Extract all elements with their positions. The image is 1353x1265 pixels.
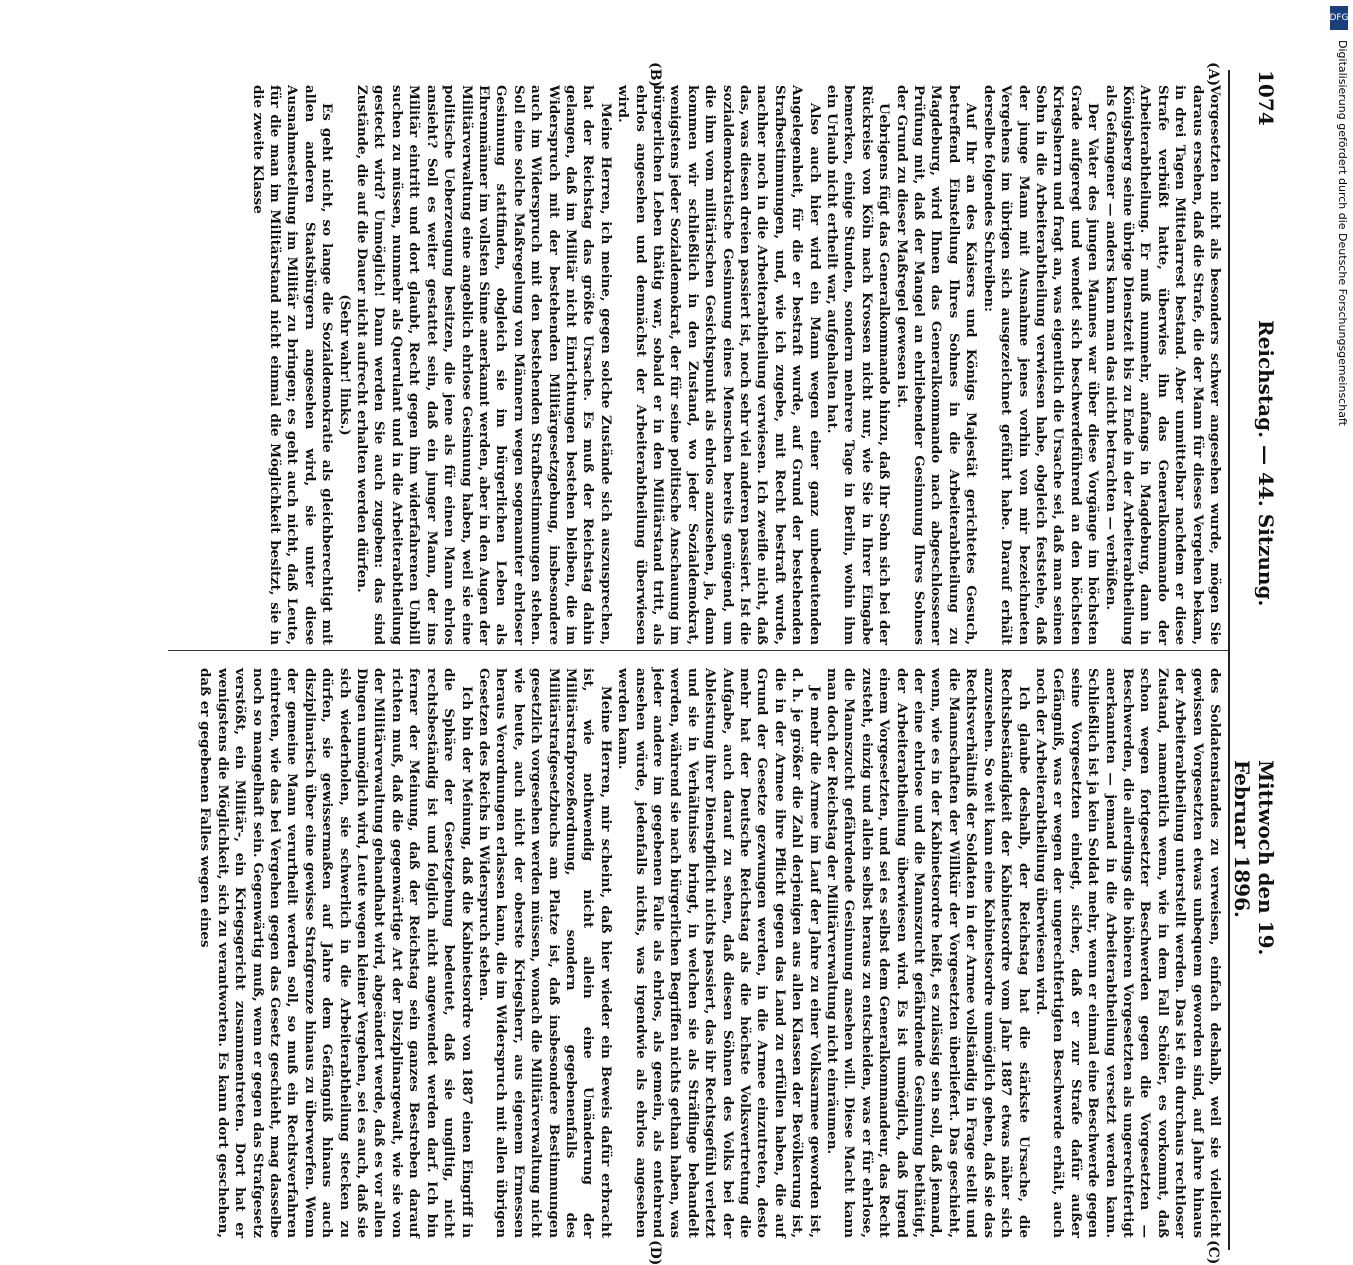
session-date: Mittwoch den 19. Februar 1896. bbox=[1230, 760, 1278, 956]
paragraph: Uebrigens fügt das Generalkommando hinzu, daß Ihr Sohn sich bei der Rückreise von Köln nach Krossen nicht nur, wie Sie in Ihrer Eingabe bemerken, einige Stunden, sondern mehrere Tage in Berlin, wohin ihm ein Urlaub nicht ertheilt war, aufgehalten hat. bbox=[824, 85, 893, 645]
paragraph: des Soldatenstandes zu verweisen, einfach deshalb, weil sie vielleicht gewissen Vorgesetzten etwas unbequem geworden sind, auf Jahre hinaus der Arbeiterabtheilung unterstellt werden. Das ist ein durchaus rechtloser Zustand, namentlich wenn, wie in dem Fall Schöler, es vorkommt, daß schon wegen fortgesetzter Beschwerden gegen die Vorgesetzten — Beschwerden, die allerdings die höheren Vorgesetzten als ungerechtfertigt anerkannten — jemand in die Arbeiterabtheilung versetzt werden kann. Schließlich ist ja kein Soldat mehr, wenn er einmal eine Beschwerde gegen seine Vorgesetzten einlegt, sicher, daß er zur Strafe dafür außer Gefängniß, was er wegen der ungerechtfertigten Beschwerde erhält, auch noch der Arbeiterabtheilung überwiesen wird. bbox=[1032, 668, 1223, 1238]
page-number: 1074 bbox=[1254, 70, 1278, 126]
paragraph: Ich bin der Meinung, daß die Kabinetsordre von 1887 einen Eingriff in die Sphäre der Gesetzgebung bedeutet, daß sie ungiltig, nicht rechtsbeständig ist und folglich nicht angewendet werden darf. Ich bin ferner der Meinung, daß der Reichstag sein ganzes Bestreben darauf richten muß, daß die gegenwärtige Art der Disziplinargewalt, wie sie von der Militärverwaltung gehandhabt wird, abgeändert werde, daß es vor allen Dingen unmöglich wird, Leute wegen kleiner Vergehen, sei es auch, daß sie sich wiederholen, sie schwerlich in die Arbeiterabtheilung stecken zu dürfen, sie gewissermaßen auf Jahre dem Gefängniß hinaus auch disziplinarisch über eine gewisse Strafgrenze hinaus zu überwerfen. Wenn der gemeine Mann verurtheilt werden soll, so muß ein Rechtsverfahren eintreten, wie das bei Vergehen gegen das Gesetz geschieht, mag dasselbe noch so mangelhaft sein. Gegenwärtig muß, wenn er gegen das Strafgesetz verstößt, ein Militär-, ein Kriegsgericht zusammentreten. Dort hat er wenigstens die Möglichkeit, sich zu verantworten. Es kann dort geschehen, daß er gegebenen Falles wegen eines bbox=[197, 668, 475, 1238]
header-rule bbox=[1228, 70, 1230, 1250]
dfg-logo: DFG bbox=[1330, 6, 1348, 30]
paragraph: Meine Herren, ich meine, gegen solche Zustände sich auszusprechen, hat der Reichstag das größte Ursache. Es muß der Reichstag dahin gelangen, daß im Militär nicht Einrichtungen bestehen bleiben, die im Widerspruch mit der bestehenden Militärgesetzgebung, insbesondere auch im Widerspruch mit den bestehenden Strafbestimmungen stehen. Soll eine solche Maßregelung von Männern wegen sogenannter ehrloser Gesinnung stattfinden, obgleich sie im bürgerlichen Leben als Ehrenmänner im vollsten Sinne anerkannt werden, aber in den Augen der Militärverwaltung eine angeblich ehrlose Gesinnung haben, weil sie eine politische Ueberzeugung besitzen, die jene als für einen Mann ehrlos ansieht? Soll es weiter gestattet sein, daß ein junger Mann, der ins Militär eintritt und dort glaubt, Recht gegen ihm widerfahrenen Unbill suchen zu müssen, nunmehr als Querulant und in die Arbeiterabtheilung gesteckt wird? Unmöglich! Dann werden Sie auch zugeben: das sind Zustände, die auf die Dauer nicht aufrecht erhalten werden dürfen. bbox=[354, 85, 614, 645]
interjection: (Sehr wahr! links.) bbox=[336, 294, 353, 436]
session-title: Reichstag. — 44. Sitzung. bbox=[1254, 320, 1278, 607]
digitization-credit: Digitalisierung gefördert durch die Deutsche Forschungsgemeinschaft bbox=[1336, 40, 1349, 426]
paragraph: Der Vater des jungen Mannes war über diese Vorgänge im höchsten Grade aufgeregt und wendet sich beschwerdeführend an den höchsten Kriegsherrn und fragt an, was eigentlich die Ursache sei, daß man seinen Sohn in die Arbeiterabtheilung verwiesen habe, obgleich feststehe, daß der junge Mann mit Ausnahme jenes vorhin von mir bezeichneten Vergehens im übrigen sich ausgezeichnet geführt habe. Darauf erhält derselbe folgendes Schreiben: bbox=[980, 85, 1102, 645]
paragraph: Je mehr die Armee im Lauf der Jahre zu einer Volksarmee geworden ist, d. h. je größer die Zahl derjenigen aus allen Klassen der Bevölkerung ist, die in der Armee ihre Pflicht gegen das Land zu erfüllen haben, die auf Grund der Gesetze gezwungen werden, in die Armee einzutreten, desto mehr hat der Deutsche Reichstag als die höchste Volksvertretung die Aufgabe, auch darauf zu sehen, daß diesen Söhnen des Volks bei der Ableistung ihrer Dienstpflicht nichts passiert, das ihr Rechtsgefühl verletzt und sie in Verhältnisse bringt, in welchen sie als Sträflinge behandelt werden, während sie nach bürgerlichen Begriffen nichts gethan haben, was jeder andere im gegebenen Falle als ehrlos, als gemein, als entehrend ansehen würde, jedenfalls nichts, was irgendwie als ehrlos angesehen werden kann. bbox=[615, 668, 823, 1238]
margin-marker-b: (B) bbox=[647, 62, 663, 88]
running-header bbox=[1228, 70, 1278, 1000]
text-column-left bbox=[248, 85, 1223, 645]
paragraph: Es geht nicht, so lange die Sozialdemokratie als gleichberechtigt mit allen anderen Staatsbürgern angesehen wird, sie unter diese Ausnahmestellung im Militär zu bringen; es geht auch nicht, daß Leute, für die man im Militärstand nicht einmal die Möglichkeit besitzt, sie in die zweite Klasse bbox=[249, 85, 336, 645]
paragraph: Ich glaube deshalb, der Reichstag hat die stärkste Ursache, die Rechtsbeständigkeit der Kabinetsordre vom Jahr 1887 etwas näher sich anzusehen. So weit kann eine Kabinetsordre unmöglich gehen, daß sie das Rechtsverhältniß der Soldaten in der Armee vollständig in Frage stellt und die Mannschaften der Willkür der Vorgesetzten überliefert. Das geschieht, wenn, wie es in der Kabinetsordre heißt, es zulässig sein soll, daß jemand, der eine ehrlose und die Mannszucht gefährdende Gesinnung bethätigt, der Arbeiterabtheilung überwiesen wird. Es ist unmöglich, daß irgend einem Vorgesetzten, und sei es selbst dem Generalkommandeur, das Recht zusteht, einzig und allein selbst heraus zu entscheiden, was er für ehrlose, die Mannszucht gefährdende Gesinnung ansehen will. Diese Macht kann man doch der Reichstag der Militärverwaltung nicht einräumen. bbox=[824, 668, 1032, 1238]
column-divider bbox=[168, 650, 1228, 651]
paragraph: Auf Ihr an des Kaisers und Königs Majestät gerichtetes Gesuch, betreffend Einstellung Ihres Sohnes in die Arbeiterabtheilung zu Magdeburg, wird Ihnen das Generalkommando nach abgeschlossener Prüfung mit, daß der Mangel an ehrliebender Gesinnung Ihres Sohnes der Grund zu dieser Maßregel gewesen ist. bbox=[893, 85, 980, 645]
margin-marker-d: (D) bbox=[647, 1240, 663, 1265]
margin-marker-a: (A) bbox=[1205, 62, 1221, 87]
paragraph: Meine Herren, mir scheint, daß hier wieder ein Beweis dafür erbracht ist, wie nothwendig nicht allein eine Umänderung der Militärstrafprozeßordnung, sondern gegebenenfalls des Militärstrafgesetzbuchs am Platze ist, daß insbesondere Bestimmungen gesetzlich vorgesehen werden müssen, wonach die Militärverwaltung nicht wie heute, auch nicht der oberste Kriegsherr, aus eigenem Ermessen heraus Verordnungen erlassen kann, die im Widerspruch mit allen übrigen Gesetzen des Reichs in Widerspruch stehen. bbox=[475, 668, 614, 1238]
paragraph: Also auch hier wird ein Mann wegen einer ganz unbedeutenden Angelegenheit, für die er bestraft wurde, auf Grund der bestehenden Strafbestimmungen, und, wie ich zugebe, mit Recht bestraft wurde, nachher noch in die Arbeiterabtheilung verwiesen. Ich zweifle nicht, daß das, was diesen dreien passiert ist, noch sehr viel anderen passiert. Ist die sozialdemokratische Gesinnung eines Menschen bereits genügend, um die ihm vom militärischen Gesichtspunkt als ehrlos anzusehen, ja, dann kommen wir schließlich in den Zustand, wo jeder Sozialdemokrat, wenigstens jeder Sozialdemokrat, der für seine politische Anschauung im bürgerlichen Leben thätig war, sobald er in den Militärstand tritt, als ehrlos angesehen und demnächst der Arbeiterabtheilung überwiesen wird. bbox=[615, 85, 823, 645]
margin-marker-c: (C) bbox=[1205, 1240, 1221, 1265]
text-column-right bbox=[196, 668, 1223, 1238]
paragraph: Vorgesetzten nicht als besonders schwer angesehen wurde, mögen Sie daraus ersehen, daß die Strafe, die der Mann für dieses Vergehen bekam, in drei Tagen Mittelarrest bestand. Aber unmittelbar nachdem er diese Strafe verbüßt hatte, überwies ihn das Generalkommando der Arbeiterabtheilung. Er muß nunmehr, anfangs in Magdeburg, dann in Königsberg seine übrige Dienstzeit bis zu Ende in der Arbeiterabtheilung als Gefangener — anders kann man das nicht betrachten — verbüßen. bbox=[1102, 85, 1223, 645]
